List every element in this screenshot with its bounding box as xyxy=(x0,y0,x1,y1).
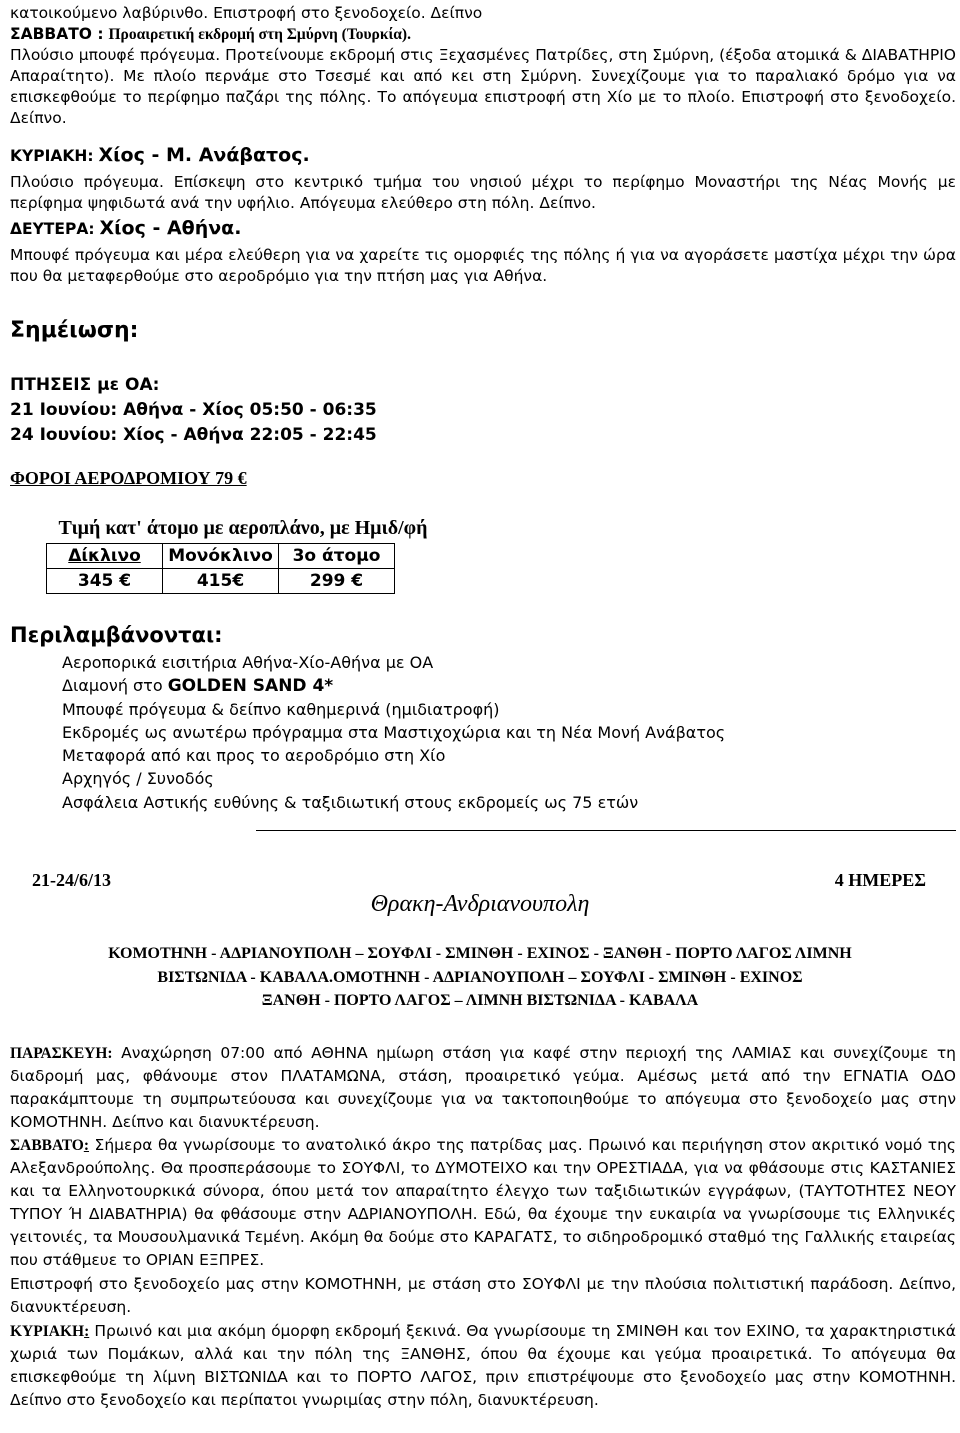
price-header-single: Μονόκλινο xyxy=(163,544,279,569)
saturday-title: Προαιρετική εκδρομή στη Σμύρνη (Τουρκία). xyxy=(108,26,411,43)
sunday-title: Χίος - Μ. Ανάβατος. xyxy=(98,144,310,166)
note-heading: Σημέιωση: xyxy=(10,318,139,343)
price-table-value-row xyxy=(47,569,395,594)
saturday-day-label: ΣΑΒΒΑΤΟ : xyxy=(10,25,104,43)
section-divider xyxy=(256,830,956,831)
flight-return: 24 Ιουνίου: Χίος - Αθήνα 22:05 - 22:45 xyxy=(10,425,377,445)
included-item: Αρχηγός / Συνοδός xyxy=(62,769,214,789)
included-item: Αεροπορικά εισιτήρια Αθήνα-Χίο-Αθήνα με ΟΑ xyxy=(62,653,434,672)
route-line: ΞΑΝΘΗ - ΠΟΡΤΟ ΛΑΓΟΣ – ΛΙΜΝΗ ΒΙΣΤΩΝΙΔΑ - ΚΑΒΑΛΑ xyxy=(261,992,699,1009)
trip-route xyxy=(0,942,960,1013)
hotel-name: GOLDEN SAND 4* xyxy=(167,676,334,697)
price-header-double: Δίκλινο xyxy=(47,544,163,569)
price-title: Τιμή κατ' άτομο με αεροπλάνο, με Ημιδ/φή xyxy=(58,517,428,539)
sunday2-section xyxy=(10,1320,956,1412)
included-item: Μεταφορά από και προς το αεροδρόμιο στη Χίο xyxy=(62,746,446,766)
price-value-double: 345 € xyxy=(47,569,163,594)
included-list xyxy=(62,651,725,814)
included-item: Μπουφέ πρόγευμα & δείπνο καθημερινά (ημιδιατροφή) xyxy=(62,699,500,719)
saturday2-section xyxy=(10,1134,956,1273)
monday-title: Χίος - Αθήνα. xyxy=(99,217,242,239)
monday-day-label: ΔΕΥΤΕΡΑ: xyxy=(10,220,95,238)
saturday2-text: Σήμερα θα γνωρίσουμε το ανατολικό άκρο της πατρίδας μας. Πρωινό και περιήγηση στον ακριτικό νομό της Αλεξανδρούπολης. Θα προσπεράσουμε το ΣΟΥΦΛΙ, το ΔΥΜΟΤΕΙΧΟ και την ΟΡΕΣΤΙΑΔΑ, για να φθάσουμε στις ΚΑΣΤΑΝΙΕΣ και τα Ελληνοτουρκικά σύνορα, όπου μετά τον απαραίτητο έλεγχο των ταξιδιωτικών εγγράφων, (ΤΑΥΤΟΤΗΤΕΣ ΝΕΟΥ ΤΥΠΟΥ Ή ΔΙΑΒΑΤΗΡΙΑ) θα φθάσουμε στην ΑΔΡΙΑΝΟΥΠΟΛΗ. Εδώ, θα έχουμε την ευκαιρία να γνωρίσουμε τις Ελληνικές γειτονιές, τα Μουσουλμανικά Τεμένη. Ακόμη θα δούμε στο ΚΑΡΑΓΑΤΣ, το σιδηροδρομικό σταθμό της Γαλλικής εταιρείας που στάθμευε το ΟΡΙΑΝ ΕΞΠΡΕΣ. xyxy=(10,1136,956,1270)
saturday-section xyxy=(10,24,956,129)
monday-heading xyxy=(10,218,956,240)
sunday-text: Πλούσιο πρόγευμα. Επίσκεψη στο κεντρικό τμήμα του νησιού μέχρι το περίφημο Μοναστήρι της Νέας Μονής με περίφημα ψηφιδωτά ανά την υφήλιο. Απόγευμα ελεύθερο στη πόλη. Δείπνο. xyxy=(10,173,956,212)
route-line: ΚΟΜΟΤΗΝΗ - ΑΔΡΙΑΝΟΥΠΟΛΗ – ΣΟΥΦΛΙ - ΣΜΙΝΘΗ - ΕΧΙΝΟΣ - ΞΑΝΘΗ - ΠΟΡΤΟ ΛΑΓΟΣ ΛΙΜΝΗ xyxy=(108,945,852,962)
saturday2-colon: : xyxy=(83,1137,89,1154)
route-line: ΒΙΣΤΩΝΙΔΑ - ΚΑΒΑΛΑ.ΟΜΟΤΗΝΗ - ΑΔΡΙΑΝΟΥΠΟΛΗ – ΣΟΥΦΛΙ - ΣΜΙΝΘΗ - ΕΧΙΝΟΣ xyxy=(157,968,803,986)
sunday2-day-label: ΚΥΡΙΑΚΗ xyxy=(10,1323,85,1340)
monday-text: Μπουφέ πρόγευμα και μέρα ελεύθερη για να χαρείτε τις ομορφιές της πόλης ή για να αγοράσετε μαστίχα μέχρι την ώρα που θα μεταφερθούμε στο αεροδρόμιο για την πτήση μας για Αθήνα. xyxy=(10,246,956,285)
flights-heading: ΠΤΗΣΕΙΣ με ΟΑ: xyxy=(10,375,160,395)
friday-day-label: ΠΑΡΑΣΚΕΥΗ: xyxy=(10,1045,113,1062)
price-table xyxy=(46,543,395,594)
friday-text: Αναχώρηση 07:00 από ΑΘΗΝΑ ημίωρη στάση για καφέ στην περιοχή της ΛΑΜΙΑΣ και συνεχίζουμε τη διαδρομή μας, φθάνουμε στον ΠΛΑΤΑΜΩΝΑ, στάση, προαιρετικό γεύμα. Αμέσως μετά από την ΕΓΝΑΤΙΑ ΟΔΟ παρακάμπτουμε τη συμπρωτεύουσα και συνεχίζουμε για να τακτοποιηθούμε το απόγευμα στο ξενοδοχείο μας στην ΚΟΜΟΤΗΝΗ. Δείπνο και διανυκτέρευση. xyxy=(10,1044,956,1132)
included-item: Ασφάλεια Αστικής ευθύνης & ταξιδιωτική στους εκδρομείς ως 75 ετών xyxy=(62,792,639,812)
saturday-text: Πλούσιο μπουφέ πρόγευμα. Προτείνουμε εκδρομή στις Ξεχασμένες Πατρίδες, στη Σμύρνη, (έξοδα ατομικά & ΔΙΑΒΑΤΗΡΙΟ Απαραίτητο). Με πλοίο περνάμε στο Τσεσμέ και από κει στη Σμύρνη. Συνεχίζουμε για το παραλιακό δρόμο για να επισκεφθούμε το περίφημο παζάρι της πόλης. Το απόγευμα επιστροφή στη Χίο με το πλοίο. Επιστροφή στο ξενοδοχείο. Δείπνο. xyxy=(10,46,956,127)
price-table-header-row xyxy=(47,544,395,569)
friday-section xyxy=(10,1042,956,1134)
trip-dates: 21-24/6/13 xyxy=(32,870,111,890)
saturday2-text-cont: Επιστροφή στο ξενοδοχείο μας στην ΚΟΜΟΤΗΝΗ, με στάση στο ΣΟΥΦΛΙ με την πλούσια πολιτιστική παράδοση. Δείπνο, διανυκτέρευση. xyxy=(10,1275,956,1317)
intro-line: κατοικούμενο λαβύρινθο. Επιστροφή στο ξενοδοχείο. Δείπνο xyxy=(10,4,483,22)
price-value-third: 299 € xyxy=(279,569,395,594)
included-item xyxy=(62,674,725,697)
included-stay-text: Διαμονή στο xyxy=(62,676,168,696)
saturday2-day-label: ΣΑΒΒΑΤΟ xyxy=(10,1137,84,1154)
sunday-day-label: ΚΥΡΙΑΚΗ: xyxy=(10,147,94,165)
airport-taxes: ΦΟΡΟΙ ΑΕΡΟΔΡΟΜΙΟΥ 79 € xyxy=(10,468,247,488)
trip-title: Θρακη-Ανδριανουπολη xyxy=(370,891,590,917)
sunday-heading xyxy=(10,145,956,167)
flight-outbound: 21 Ιουνίου: Αθήνα - Χίος 05:50 - 06:35 xyxy=(10,400,377,420)
included-heading: Περιλαμβάνονται: xyxy=(10,623,223,647)
flights-block xyxy=(10,373,956,448)
price-value-single: 415€ xyxy=(163,569,279,594)
sunday2-text: Πρωινό και μια ακόμη όμορφη εκδρομή ξεκινά. Θα γνωρίσουμε τη ΣΜΙΝΘΗ και τον ΕΧΙΝΟ, τα χαρακτηριστικά χωριά των Πομάκων, αλλά και την πόλη της ΞΑΝΘΗΣ, όπου θα έχουμε και γεύμα προαιρετικά. Το απόγευμα θα επισκεφθούμε τη λίμνη ΒΙΣΤΩΝΙΔΑ και το ΠΟΡΤΟ ΛΑΓΟΣ, πριν επιστρέψουμε στο ξενοδοχείο μας στην ΚΟΜΟΤΗΝΗ. Δείπνο στο ξενοδοχείο και περίπατοι γνωριμίας στην πόλη, διανυκτέρευση. xyxy=(10,1322,956,1410)
sunday2-colon: : xyxy=(84,1323,90,1340)
trip-duration: 4 ΗΜΕΡΕΣ xyxy=(834,870,926,890)
price-header-third: 3ο άτομο xyxy=(279,544,395,569)
included-item: Εκδρομές ως ανωτέρω πρόγραμμα στα Μαστιχοχώρια και τη Νέα Μονή Ανάβατος xyxy=(62,722,726,742)
